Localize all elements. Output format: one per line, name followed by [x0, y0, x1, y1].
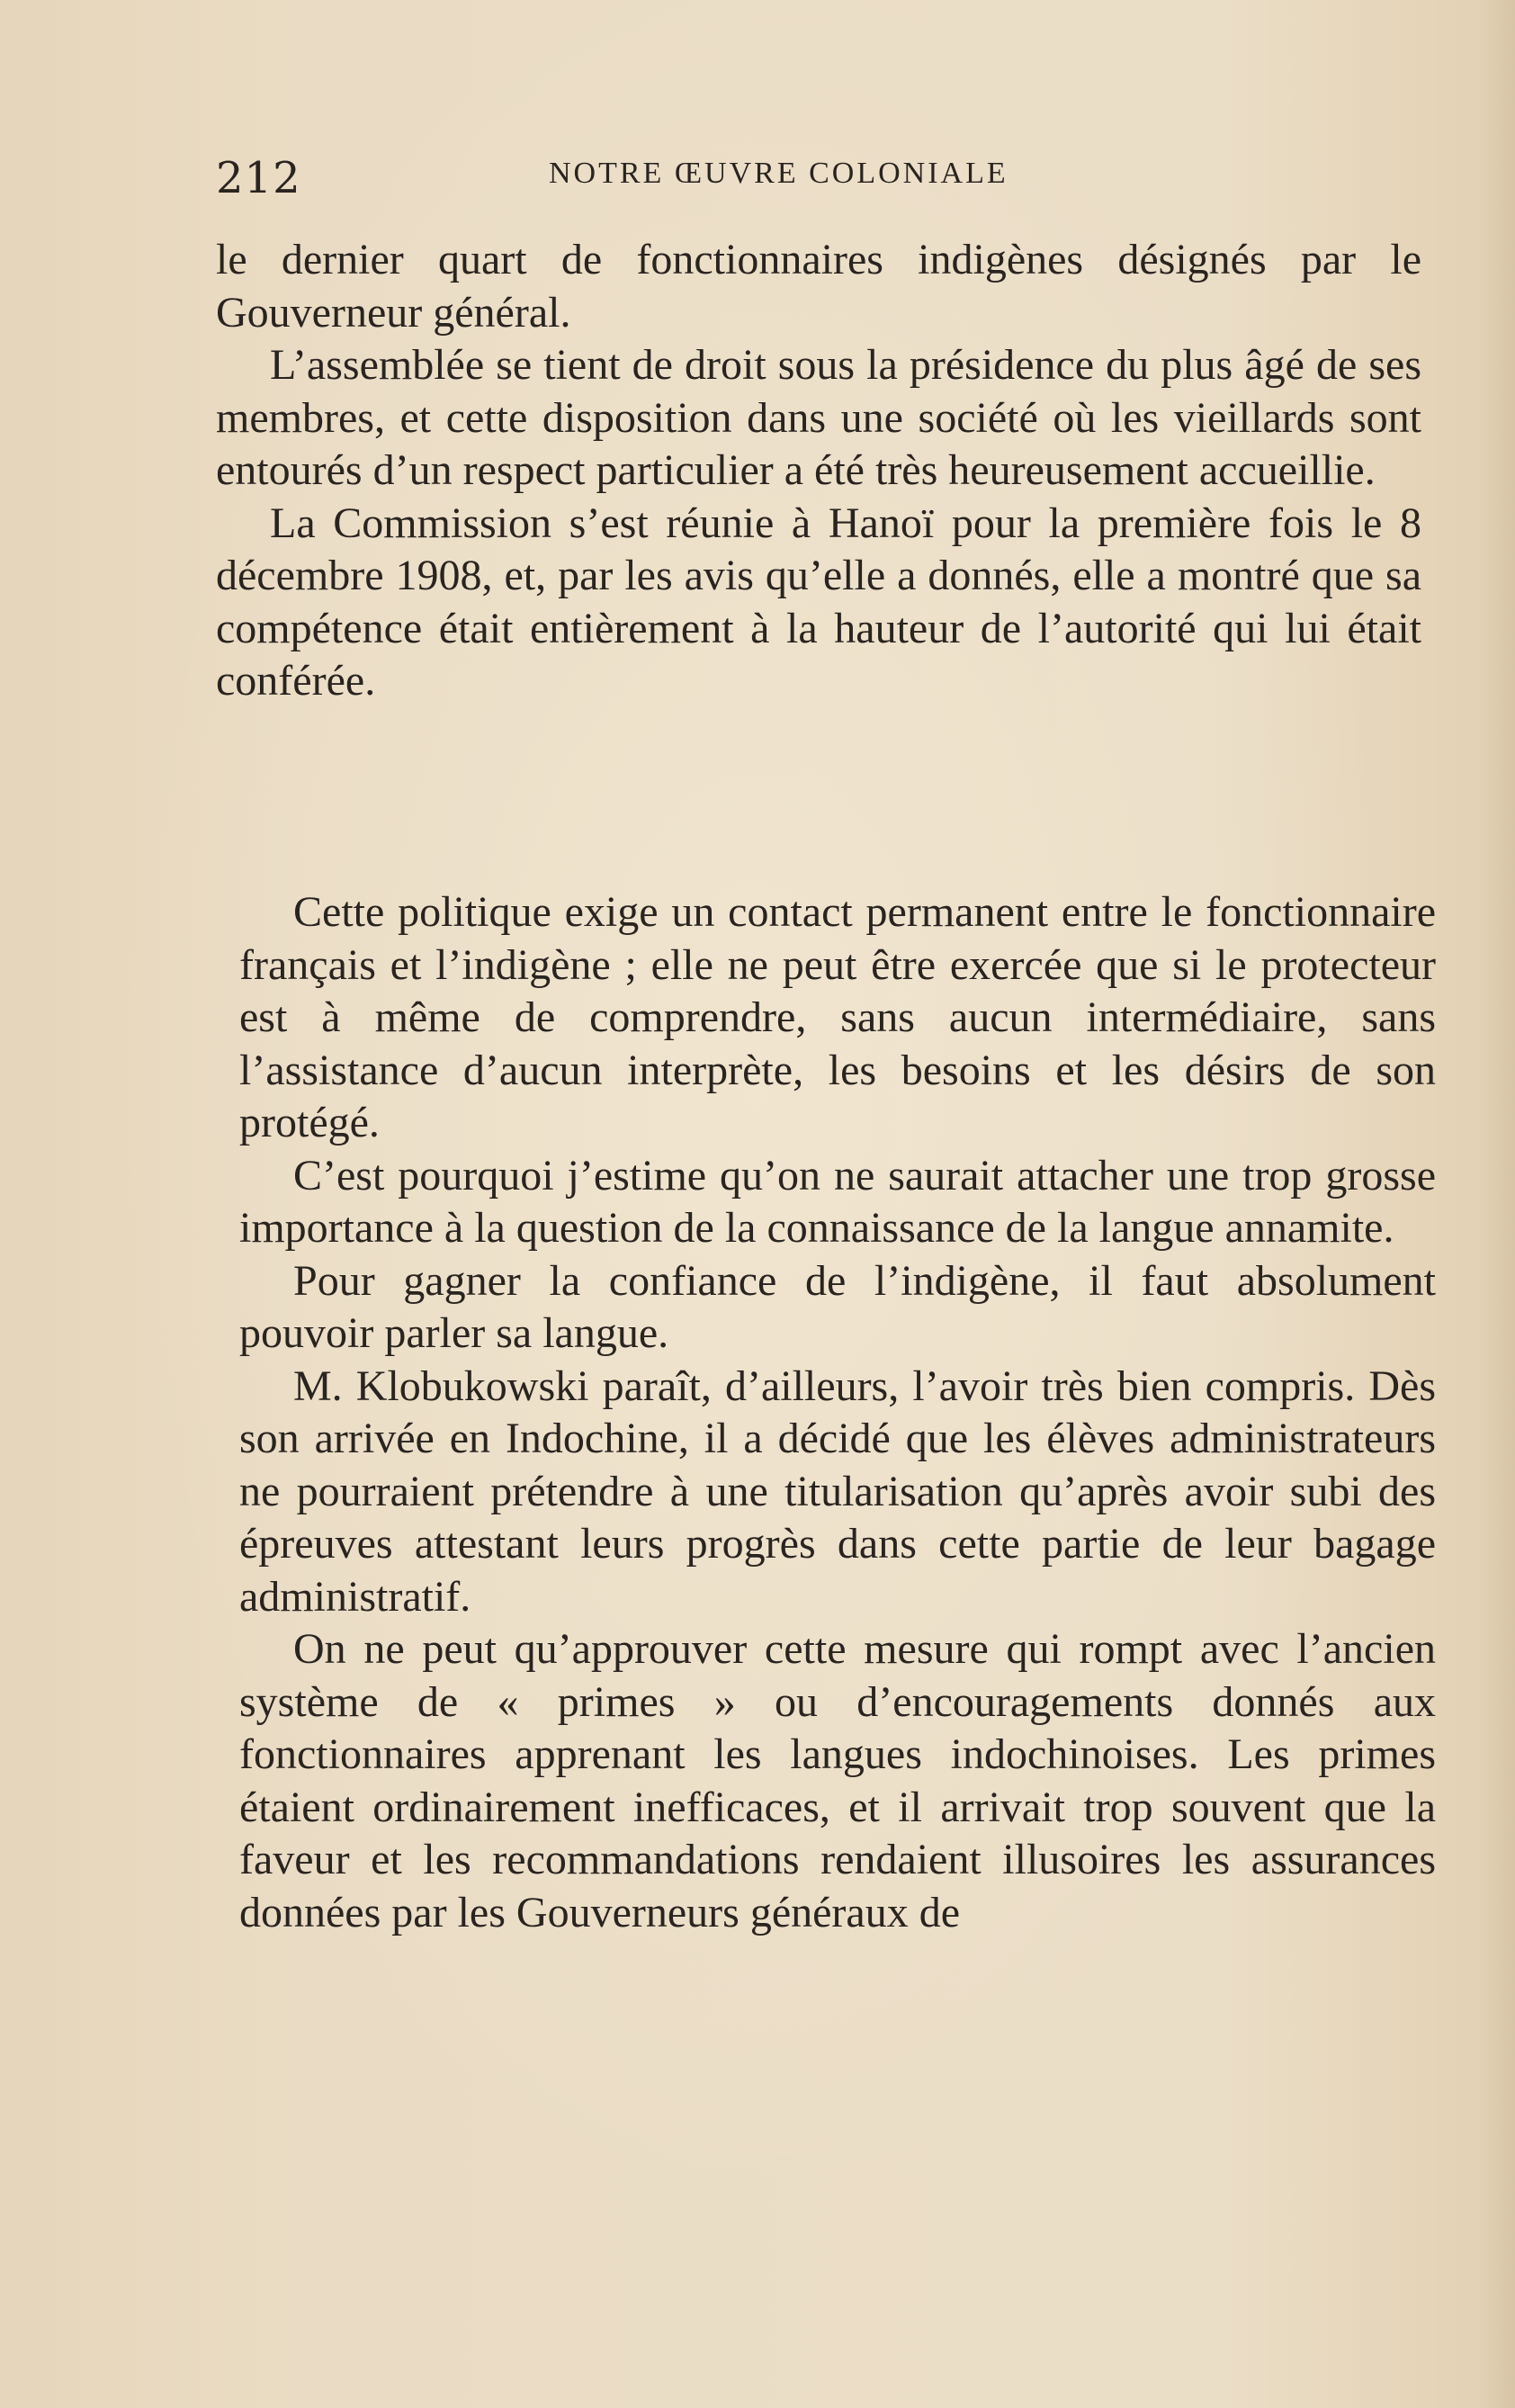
text-section-1 [216, 234, 1421, 708]
page-edge-shadow [1479, 0, 1515, 2408]
paragraph: La Commission s’est réunie à Hanoï pour la première fois le 8 décembre 1908, et, par les avis qu’elle a donnés, elle a montré que sa compétence était entièrement à la hauteur de l’autorité qui lui était conférée. [216, 499, 1421, 705]
paragraph: Pour gagner la confiance de l’indigène, il faut absolument pouvoir parler sa langue. [239, 1256, 1436, 1357]
paragraph: On ne peut qu’approuver cette mesure qui rompt avec l’ancien système de « primes » ou d’encouragements donnés aux fonctionnaires apprenant les langues indochinoises. Les primes étaient ordinairement inefficaces, et il arrivait trop souvent que la faveur et les recommandations rendaient illusoires les assurances données par les Gouverneurs généraux de [239, 1625, 1436, 1936]
page-header [216, 151, 1439, 205]
paragraph: M. Klobukowski paraît, d’ailleurs, l’avoir très bien compris. Dès son arrivée en Indochine, il a décidé que les élèves administrateurs ne pourraient prétendre à une titularisation qu’après avoir subi des épreuves attestant leurs progrès dans cette partie de leur bagage administratif. [239, 1361, 1436, 1621]
paragraph: le dernier quart de fonctionnaires indigènes désignés par le Gouverneur général. [216, 236, 1421, 337]
running-title: NOTRE ŒUVRE COLONIALE [549, 157, 1009, 190]
paragraph: C’est pourquoi j’estime qu’on ne saurait attacher une trop grosse importance à la question de la connaissance de la langue annamite. [239, 1151, 1436, 1252]
paragraph: L’assemblée se tient de droit sous la présidence du plus âgé de ses membres, et cette disposition dans une société où les vieillards sont entourés d’un respect particulier a été très heureusement accueillie. [216, 341, 1421, 494]
paragraph: Cette politique exige un contact permanent entre le fonctionnaire français et l’indigène ; elle ne peut être exercée que si le protecteur est à même de comprendre, sans aucun intermédiaire, sans l’assistance d’aucun interprète, les besoins et les désirs de son protégé. [239, 888, 1436, 1146]
page-number: 212 [216, 153, 301, 203]
text-section-2 [239, 886, 1436, 1939]
